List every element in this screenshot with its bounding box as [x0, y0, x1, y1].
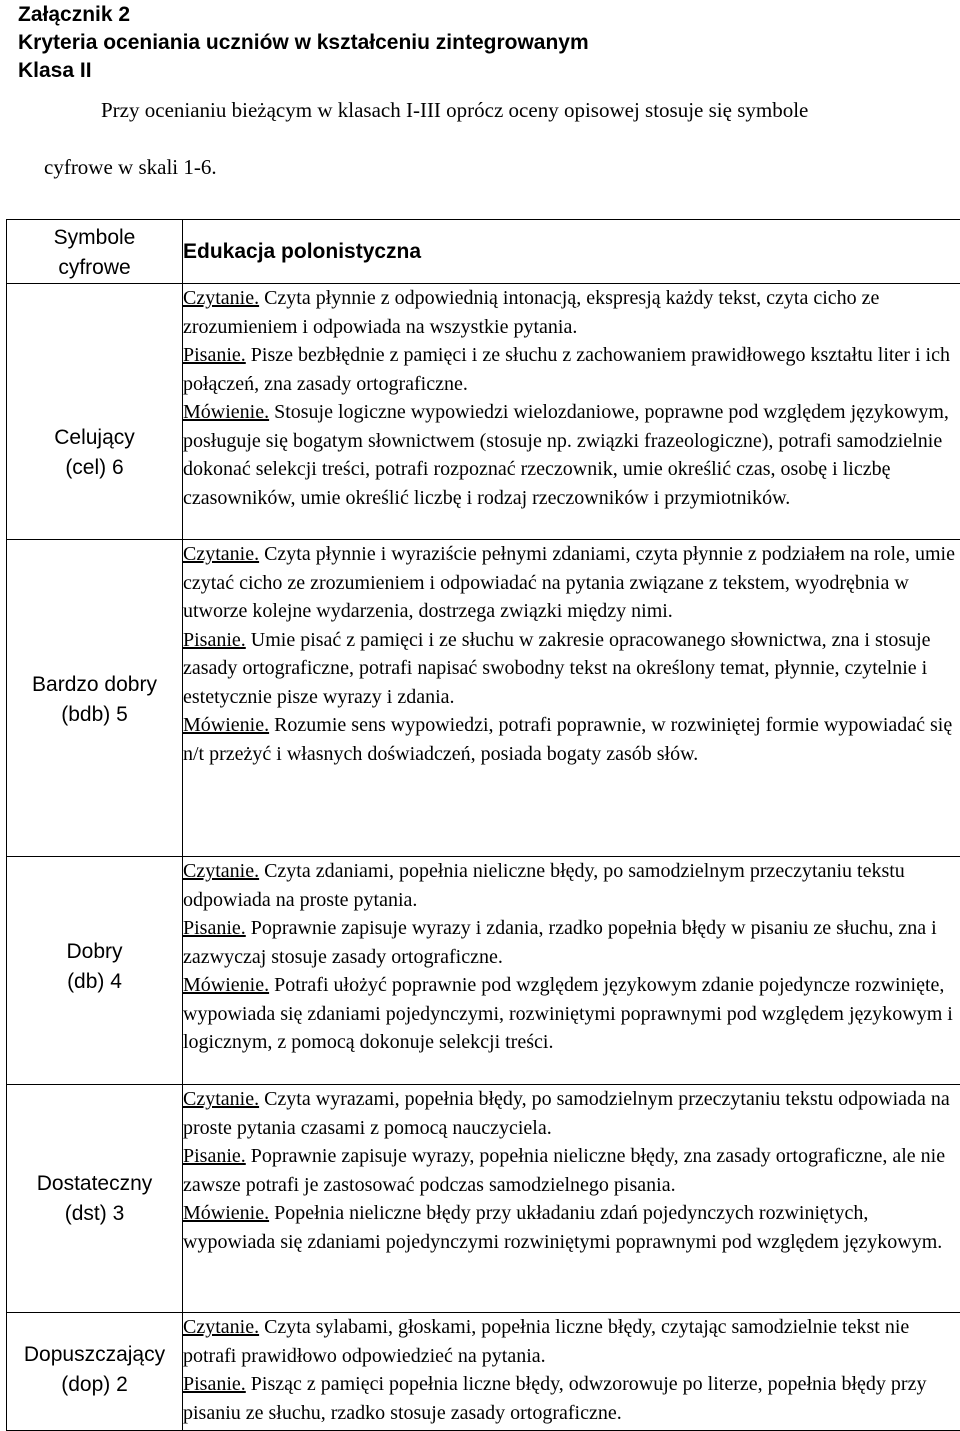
grade-description-cell	[183, 1313, 960, 1431]
paragraph-reading	[183, 857, 960, 914]
symbol-header-line1: Symbole	[7, 223, 182, 253]
label-reading: Czytanie.	[183, 1088, 259, 1110]
paragraph-speaking	[183, 711, 960, 768]
text-writing: Pisząc z pamięci popełnia liczne błędy, odwzorowuje po literze, popełnia błędy przy pisaniu ze słuchu, rzadko stosuje zasady ortograficzne.	[183, 1373, 926, 1424]
grade-description-cell	[183, 540, 960, 857]
grade-row-bardzo-dobry	[7, 540, 960, 857]
paragraph-reading	[183, 540, 960, 626]
text-reading: Czyta płynnie z odpowiednią intonacją, ekspresją każdy tekst, czyta cicho ze zrozumieniem i odpowiada na wszystkie pytania.	[183, 287, 879, 338]
text-reading: Czyta płynnie i wyraziście pełnymi zdaniami, czyta płynnie z podziałem na role, umie czytać cicho ze zrozumieniem i odpowiadać na pytania związane z tekstem, wyodrębnia w utworze kolejne wydarzenia, dostrzega związki między nimi.	[183, 543, 955, 622]
subject-header-cell	[183, 220, 960, 284]
label-speaking: Mówienie.	[183, 1202, 269, 1224]
grade-symbol-cell	[7, 540, 183, 857]
label-speaking: Mówienie.	[183, 401, 269, 423]
grade-name: Bardzo dobry	[7, 670, 182, 700]
intro-line-1: Przy ocenianiu bieżącym w klasach I-III oprócz oceny opisowej stosuje się symbole	[101, 98, 808, 123]
paragraph-reading	[183, 284, 960, 341]
paragraph-speaking	[183, 1199, 960, 1256]
grade-symbol-cell	[7, 1313, 183, 1431]
grade-name: Dopuszczający	[7, 1340, 182, 1370]
grade-code: (cel) 6	[7, 453, 182, 483]
document-title: Kryteria oceniania uczniów w kształceniu zintegrowanym	[18, 29, 589, 57]
text-speaking: Stosuje logiczne wypowiedzi wielozdaniowe, poprawne pod względem językowym, posługuje się bogatym słownictwem (stosuje np. związki frazeologiczne), potrafi samodzielnie dokonać selekcji treści, potrafi rozpoznać rzeczownik, umie określić czas, osobę i liczbę czasowników, umie określić liczbę i rodzaj rzeczowników i przymiotników.	[183, 401, 949, 509]
grade-code: (dst) 3	[7, 1199, 182, 1229]
symbol-header-cell	[7, 220, 183, 284]
intro-line-2: cyfrowe w skali 1-6.	[44, 155, 217, 180]
label-writing: Pisanie.	[183, 1145, 246, 1167]
grading-criteria-table	[6, 219, 960, 1431]
grade-code: (dop) 2	[7, 1370, 182, 1400]
paragraph-speaking	[183, 398, 960, 512]
label-speaking: Mówienie.	[183, 974, 269, 996]
grade-symbol-cell	[7, 1085, 183, 1313]
text-writing: Poprawnie zapisuje wyrazy, popełnia nieliczne błędy, zna zasady ortograficzne, ale nie zawsze potrafi je zastosować podczas samodzielnego pisania.	[183, 1145, 945, 1196]
text-writing: Umie pisać z pamięci i ze słuchu w zakresie opracowanego słownictwa, zna i stosuje zasady ortograficzne, potrafi napisać swobodny tekst na określony temat, płynnie, czytelnie i estetycznie pisze wyrazy i zdania.	[183, 629, 931, 708]
grade-row-celujacy	[7, 284, 960, 540]
text-writing: Poprawnie zapisuje wyrazy i zdania, rzadko popełnia błędy w pisaniu ze słuchu, zna i zazwyczaj stosuje zasady ortograficzne.	[183, 917, 937, 968]
paragraph-reading	[183, 1313, 960, 1370]
text-reading: Czyta sylabami, głoskami, popełnia liczne błędy, czytając samodzielnie tekst nie potrafi prawidłowo odpowiedzieć na pytania.	[183, 1316, 909, 1367]
label-reading: Czytanie.	[183, 287, 259, 309]
grade-description-cell	[183, 1085, 960, 1313]
grade-name: Celujący	[7, 423, 182, 453]
grade-code: (db) 4	[7, 967, 182, 997]
grade-row-dostateczny	[7, 1085, 960, 1313]
paragraph-writing	[183, 341, 960, 398]
grade-description-cell	[183, 284, 960, 540]
text-reading: Czyta zdaniami, popełnia nieliczne błędy, po samodzielnym przeczytaniu tekstu odpowiada na proste pytania.	[183, 860, 905, 911]
label-reading: Czytanie.	[183, 543, 259, 565]
grade-row-dobry	[7, 857, 960, 1085]
grade-name: Dostateczny	[7, 1169, 182, 1199]
paragraph-writing	[183, 626, 960, 712]
label-writing: Pisanie.	[183, 344, 246, 366]
label-speaking: Mówienie.	[183, 714, 269, 736]
text-speaking: Potrafi ułożyć poprawnie pod względem językowym zdanie pojedyncze rozwinięte, wypowiada się zdaniami pojedynczymi, rozwiniętymi poprawnymi pod względem językowym i logicznym, z pomocą dokonuje selekcji treści.	[183, 974, 953, 1053]
label-writing: Pisanie.	[183, 629, 246, 651]
symbol-header-line2: cyfrowe	[7, 253, 182, 283]
attachment-title: Załącznik 2	[18, 1, 130, 29]
text-writing: Pisze bezbłędnie z pamięci i ze słuchu z zachowaniem prawidłowego kształtu liter i ich połączeń, zna zasady ortograficzne.	[183, 344, 950, 395]
label-reading: Czytanie.	[183, 860, 259, 882]
paragraph-speaking	[183, 971, 960, 1057]
grade-name: Dobry	[7, 937, 182, 967]
label-writing: Pisanie.	[183, 917, 246, 939]
table-header-row	[7, 220, 960, 284]
grade-row-dopuszczajacy	[7, 1313, 960, 1431]
text-speaking: Rozumie sens wypowiedzi, potrafi poprawnie, w rozwiniętej formie wypowiadać się n/t przeżyć i własnych doświadczeń, posiada bogaty zasób słów.	[183, 714, 952, 765]
subject-title: Edukacja polonistyczna	[183, 220, 960, 267]
paragraph-writing	[183, 914, 960, 971]
paragraph-writing	[183, 1142, 960, 1199]
paragraph-writing	[183, 1370, 960, 1427]
grade-symbol-cell	[7, 857, 183, 1085]
text-reading: Czyta wyrazami, popełnia błędy, po samodzielnym przeczytaniu tekstu odpowiada na proste pytania czasami z pomocą nauczyciela.	[183, 1088, 950, 1139]
text-speaking: Popełnia nieliczne błędy przy układaniu zdań pojedynczych rozwiniętych, wypowiada się zdaniami pojedynczymi rozwiniętymi poprawnymi pod względem językowym.	[183, 1202, 942, 1253]
grade-symbol-cell	[7, 284, 183, 540]
class-title: Klasa II	[18, 57, 92, 85]
grade-description-cell	[183, 857, 960, 1085]
label-reading: Czytanie.	[183, 1316, 259, 1338]
label-writing: Pisanie.	[183, 1373, 246, 1395]
paragraph-reading	[183, 1085, 960, 1142]
grade-code: (bdb) 5	[7, 700, 182, 730]
